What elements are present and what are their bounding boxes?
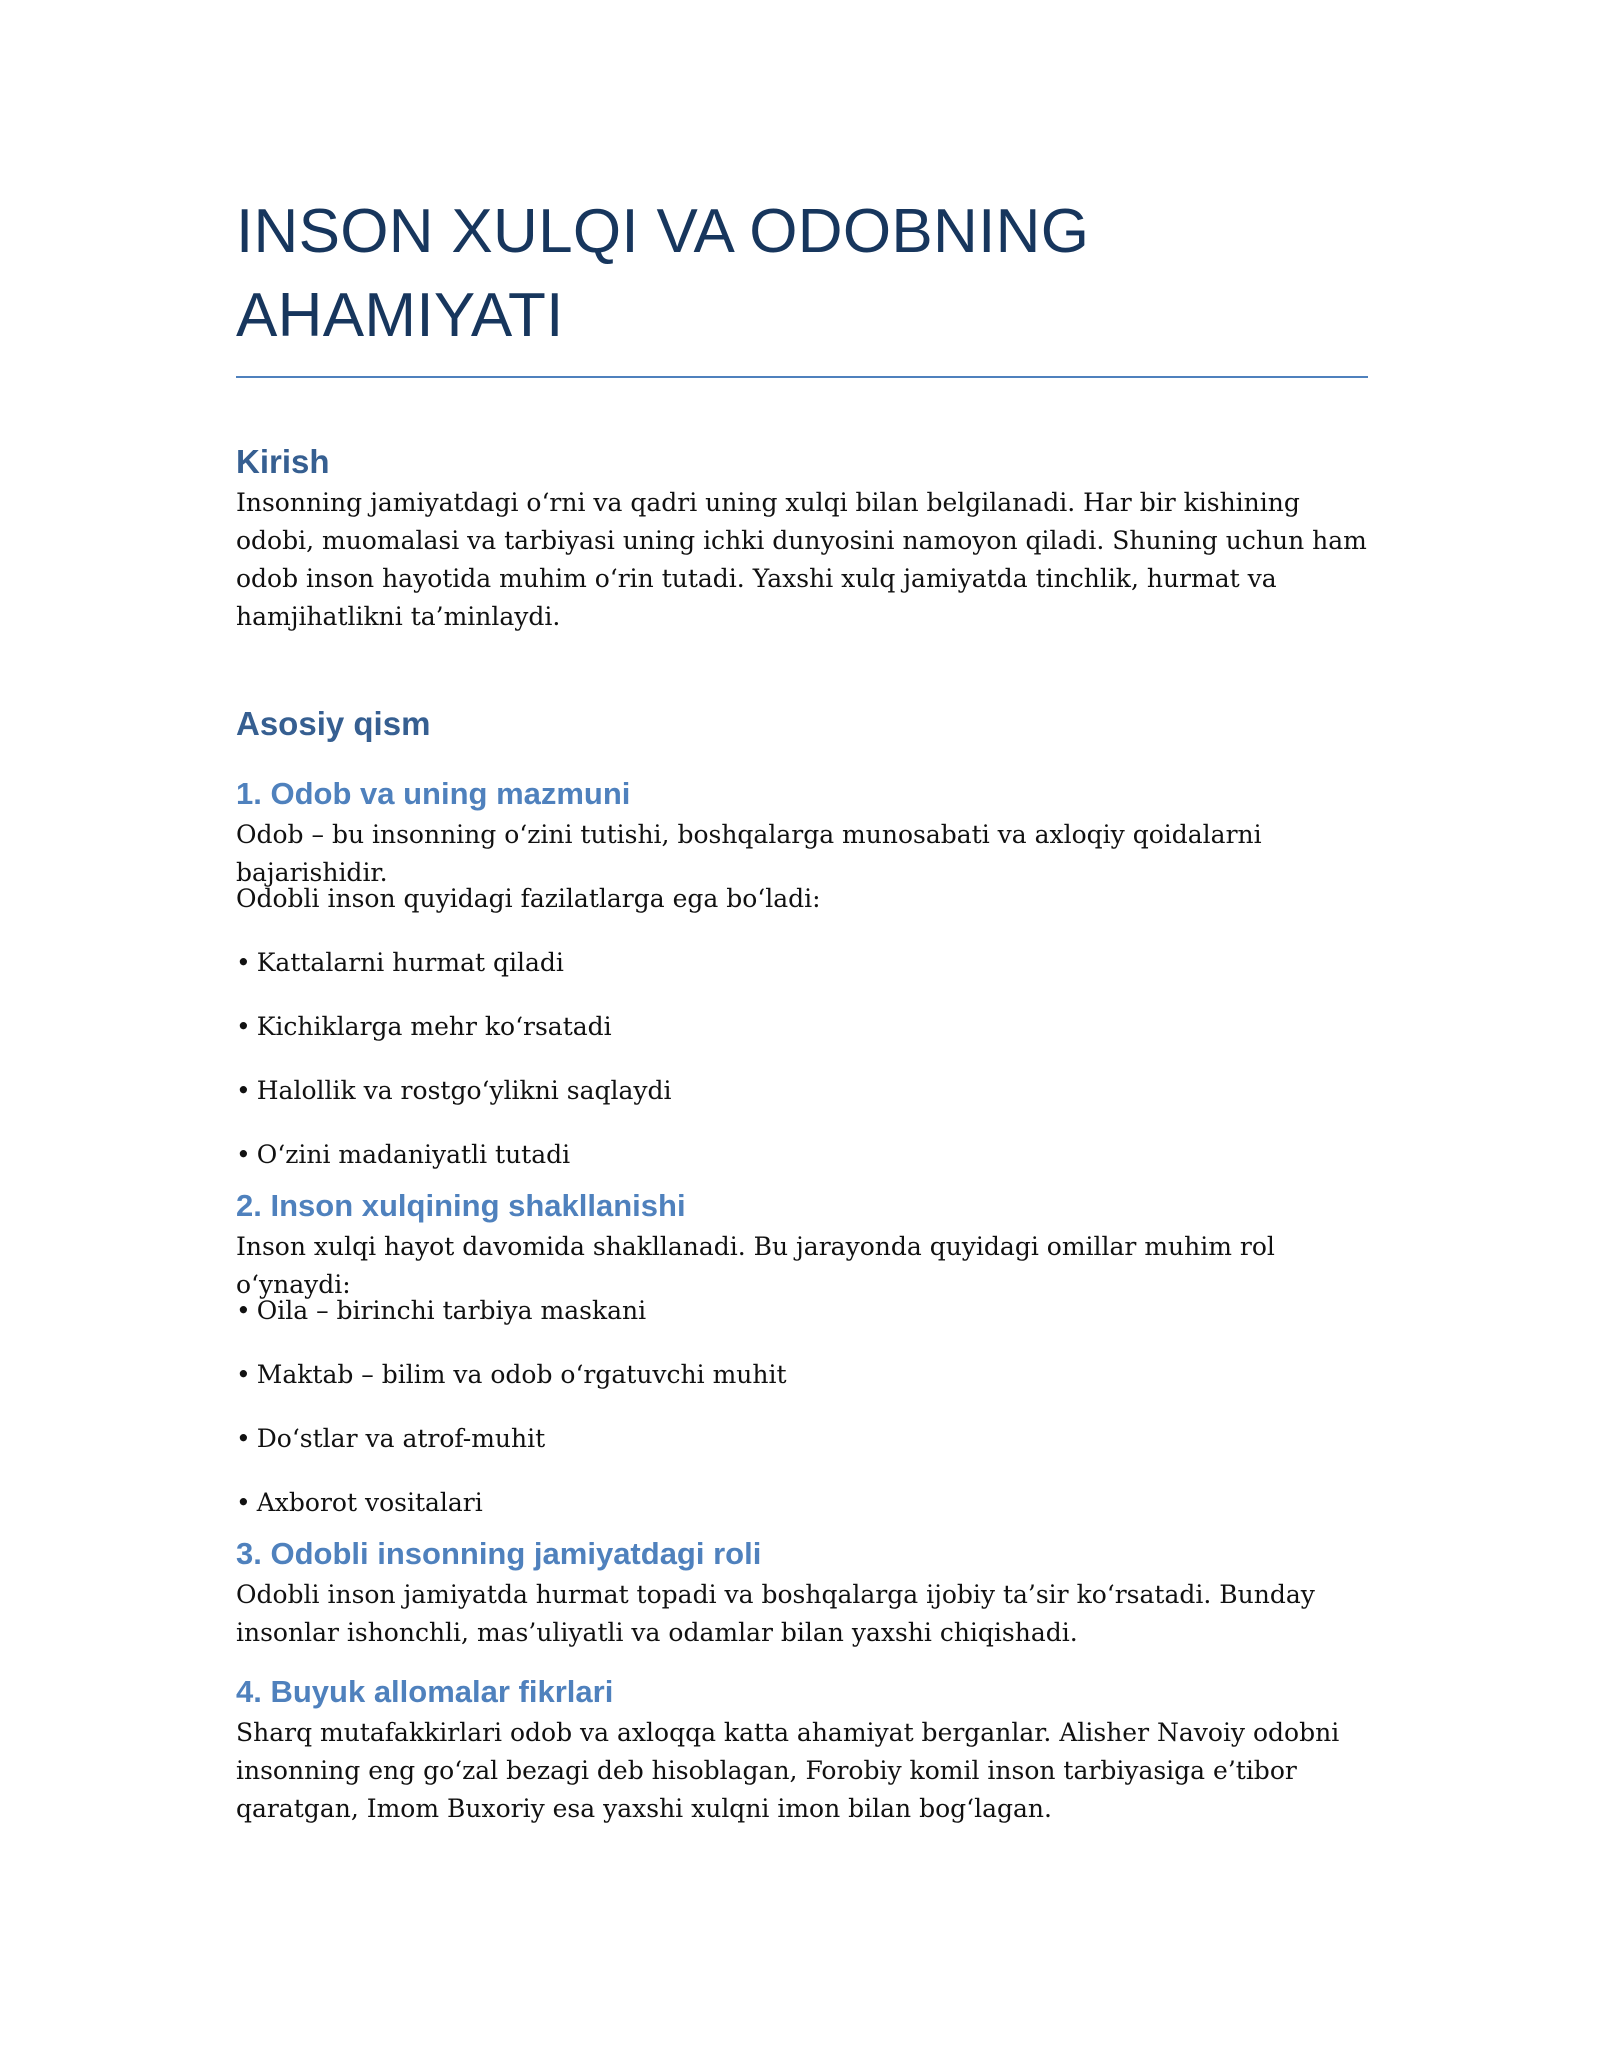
section-1-bullet-list [236, 944, 1368, 1184]
bullet-symbol: • [236, 1140, 251, 1169]
list-item-text: Axborot vositalari [256, 1488, 483, 1517]
section-4-heading: 4. Buyuk allomalar fikrlari [236, 1674, 614, 1709]
list-item [236, 1484, 1368, 1532]
list-item-text: Oila – birinchi tarbiya maskani [256, 1296, 647, 1325]
list-item-text: Kattalarni hurmat qiladi [256, 948, 564, 977]
bullet-symbol: • [236, 1012, 251, 1041]
section-1-paragraph-2: Odobli inson quyidagi fazilatlarga ega bo‘ladi: [236, 884, 821, 913]
list-item-text: Halollik va rostgo‘ylikni saqlaydi [256, 1076, 672, 1105]
list-item-text: O‘zini madaniyatli tutadi [256, 1140, 571, 1169]
main-heading: Asosiy qism [236, 705, 431, 742]
section-1-heading: 1. Odob va uning mazmuni [236, 776, 631, 811]
document-page [236, 190, 1368, 1828]
section-2-bullet-list [236, 1292, 1368, 1532]
list-item-text: Kichiklarga mehr ko‘rsatadi [256, 1012, 612, 1041]
section-2-paragraph-1: Inson xulqi hayot davomida shakllanadi. Bu jarayonda quyidagi omillar muhim rol o‘ynaydi: [236, 1232, 1275, 1299]
list-item [236, 1072, 1368, 1136]
bullet-symbol: • [236, 1296, 251, 1325]
list-item [236, 1008, 1368, 1072]
bullet-symbol: • [236, 1360, 251, 1389]
section-3-heading: 3. Odobli insonning jamiyatdagi roli [236, 1536, 762, 1571]
list-item [236, 944, 1368, 1008]
list-item-text: Do‘stlar va atrof-muhit [256, 1424, 546, 1453]
section-1-paragraph-1: Odob – bu insonning o‘zini tutishi, boshqalarga munosabati va axloqiy qoidalarni bajarishidir. [236, 820, 1262, 887]
list-item [236, 1292, 1368, 1356]
bullet-symbol: • [236, 1424, 251, 1453]
section-3-paragraph-1: Odobli inson jamiyatda hurmat topadi va boshqalarga ijobiy ta’sir ko‘rsatadi. Bunday insonlar ishonchli, mas’uliyatli va odamlar bilan yaxshi chiqishadi. [236, 1580, 1315, 1647]
intro-paragraph: Insonning jamiyatdagi o‘rni va qadri uning xulqi bilan belgilanadi. Har bir kishining odobi, muomalasi va tarbiyasi uning ichki dunyosini namoyon qiladi. Shuning uchun ham odob inson hayotida muhim o‘rin tutadi. Yaxshi xulq jamiyatda tinchlik, hurmat va hamjihatlikni ta’minlaydi. [236, 488, 1367, 631]
bullet-symbol: • [236, 1488, 251, 1517]
bullet-symbol: • [236, 1076, 251, 1105]
list-item [236, 1356, 1368, 1420]
document-title: INSON XULQI VA ODOBNING AHAMIYATI [236, 190, 1368, 378]
list-item [236, 1136, 1368, 1184]
list-item [236, 1420, 1368, 1484]
bullet-symbol: • [236, 948, 251, 977]
section-4-paragraph-1: Sharq mutafakkirlari odob va axloqqa katta ahamiyat berganlar. Alisher Navoiy odobni insonning eng go‘zal bezagi deb hisoblagan, Forobiy komil inson tarbiyasiga e’tibor qaratgan, Imom Buxoriy esa yaxshi xulqni imon bilan bog‘lagan. [236, 1718, 1340, 1823]
section-2-heading: 2. Inson xulqining shakllanishi [236, 1188, 686, 1223]
list-item-text: Maktab – bilim va odob o‘rgatuvchi muhit [256, 1360, 787, 1389]
intro-heading: Kirish [236, 443, 330, 480]
